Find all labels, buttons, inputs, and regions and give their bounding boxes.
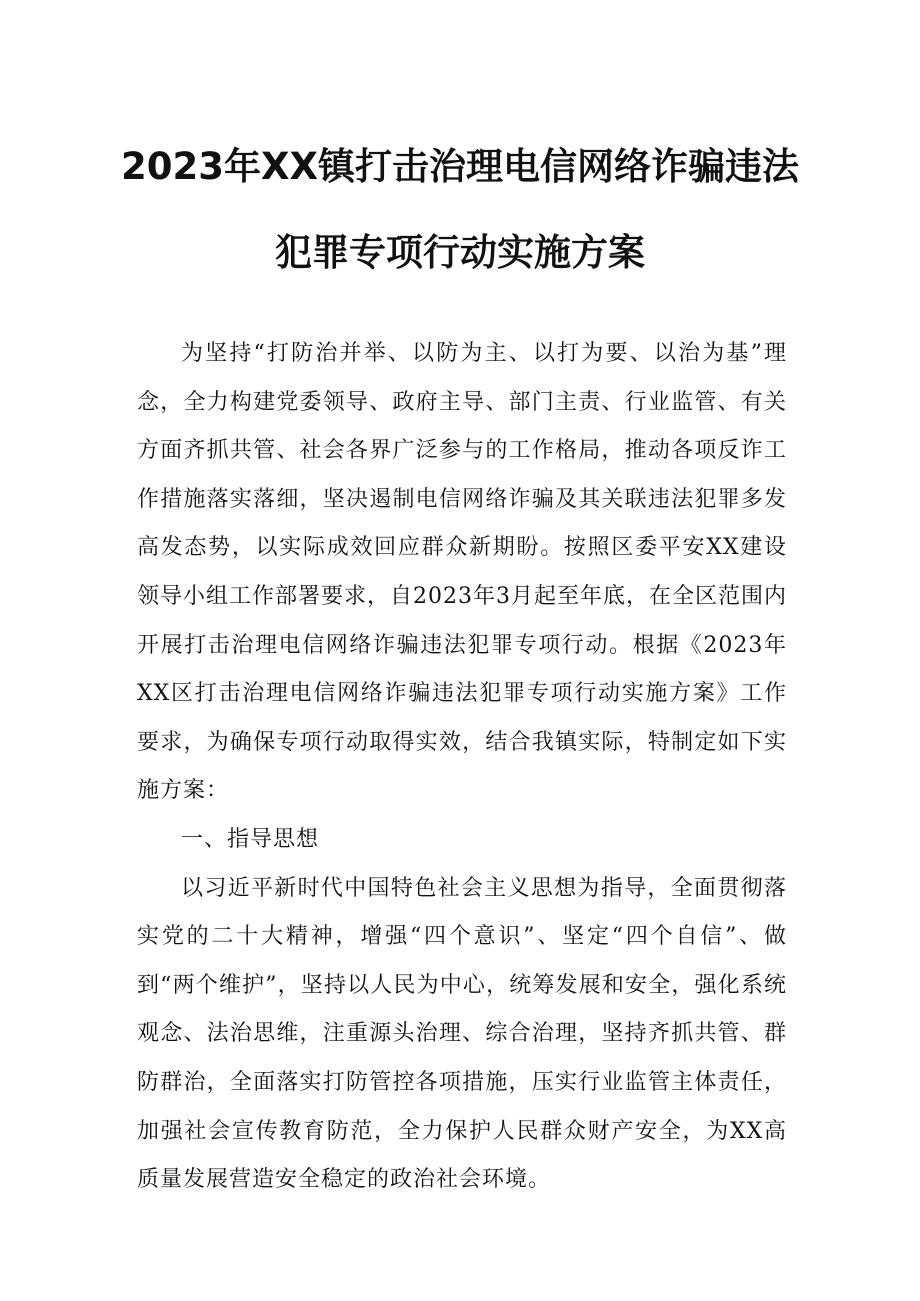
document-body — [137, 330, 787, 1205]
guiding-ideology-paragraph: 以习近平新时代中国特色社会主义思想为指导，全面贯彻落实党的二十大精神，增强“四个意识”、坚定“四个自信”、做到“两个维护”，坚持以人民为中心，统筹发展和安全，强化系统观念、法治思维，注重源头治理、综合治理，坚持齐抓共管、群防群治，全面落实打防管控各项措施，压实行业监管主体责任，加强社会宣传教育防范，全力保护人民群众财产安全，为XX高质量发展营造安全稳定的政治社会环境。 — [137, 875, 787, 1193]
document-title-line-1: 2023年XX镇打击治理电信网络诈骗违法 — [120, 145, 800, 188]
document-title-line-2: 犯罪专项行动实施方案 — [275, 231, 645, 274]
section-heading-guiding-ideology: 一、指导思想 — [181, 826, 320, 852]
intro-paragraph: 为坚持“打防治并举、以防为主、以打为要、以治为基”理念，全力构建党委领导、政府主导、部门主责、行业监管、有关方面齐抓共管、社会各界广泛参与的工作格局，推动各项反诈工作措施落实落细，坚决遏制电信网络诈骗及其关联违法犯罪多发高发态势，以实际成效回应群众新期盼。按照区委平安XX建设领导小组工作部署要求，自2023年3月起至年底，在全区范围内开展打击治理电信网络诈骗违法犯罪专项行动。根据《2023年XX区打击治理电信网络诈骗违法犯罪专项行动实施方案》工作要求，为确保专项行动取得实效，结合我镇实际，特制定如下实施方案： — [137, 341, 787, 804]
